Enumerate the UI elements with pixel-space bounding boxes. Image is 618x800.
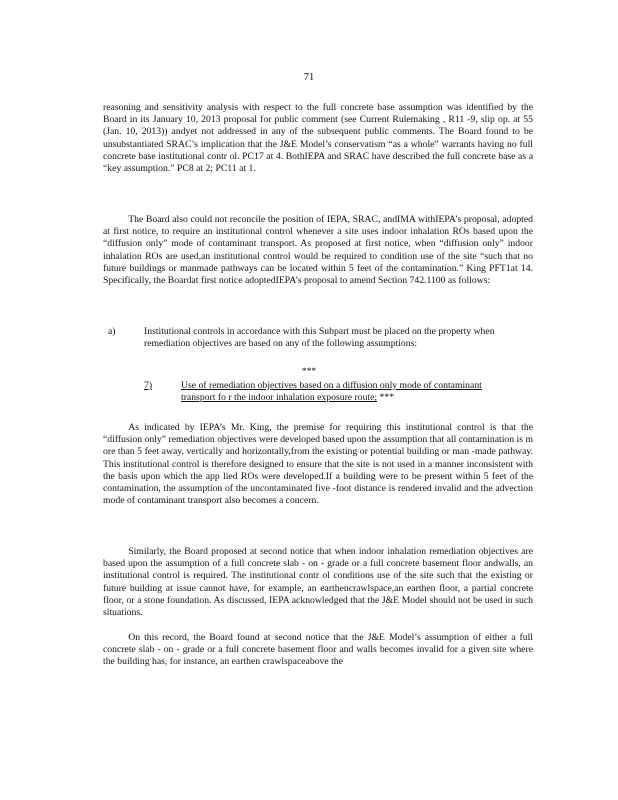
item-marker-7: 7) <box>144 380 153 391</box>
item-7-text <box>181 380 501 404</box>
paragraph-3: As indicated by IEPA’s Mr. King, the premise for requiring this institutional control is that the “diffusion only” remediation objectives were developed based upon the assumption that all contamination is m ore than 5 feet away, vertically and horizontally,from the existing or potential building or man -made pathway. This institutional control is therefore designed to ensure that the site is not used in a manner inconsistent with the basis upon which the app lied ROs were developed.If a building were to be present within 5 feet of the contamination, the assumption of the uncontaminated five -foot distance is rendered invalid and the advection mode of contaminant transport also becomes a concern. <box>103 422 533 507</box>
page-number: 71 <box>303 72 315 83</box>
subsection-marker-a: a) <box>108 326 116 337</box>
subsection-a-text: Institutional controls in accordance with this Subpart must be placed on the property when remediation objectives are based on any of the following assumptions: <box>144 326 495 350</box>
paragraph-5: On this record, the Board found at second notice that the J&E Model’s assumption of either a full concrete slab - on - grade or a full concrete basement floor and walls becomes invalid for a given site where the building has, for instance, an earthen crawlspaceabove the <box>103 632 533 668</box>
paragraph-4: Similarly, the Board proposed at second notice that when indoor inhalation remediation objectives are based upon the assumption of a full concrete slab - on - grade or a full concrete basement floor andwalls, an institutional control is required. The institutional contr ol conditions use of the site such that the existing or future building at issue cannot have, for example, an earthencrawlspace,an earthen floor, a partial concrete floor, or a stone foundation. As discussed, IEPA acknowledged that the J&E Model should not be used in such situations. <box>103 546 533 619</box>
paragraph-1: reasoning and sensitivity analysis with respect to the full concrete base assumption was identified by the Board in its January 10, 2013 proposal for public comment (see Current Rulemaking , R11 -9, slip op. at 55 (Jan. 10, 2013)) andyet not addressed in any of the subsequent public comments. The Board found to be unsubstantiated SRAC’s implication that the J&E Model’s conservatism “as a whole” warrants having no full concrete base institutional contr ol. PC17 at 4. BothIEPA and SRAC have described the full concrete base as a “key assumption.” PC8 at 2; PC11 at 1. <box>103 102 533 175</box>
paragraph-2: The Board also could not reconcile the position of IEPA, SRAC, andIMA withIEPA’s proposal, adopted at first notice, to require an institutional control whenever a site uses indoor inhalation ROs based upon the “diffusion only” mode of contaminant transport. As proposed at first notice, when “diffusion only” indoor inhalation ROs are used,an institutional control would be required to condition use of the site “such that no future buildings or manmade pathways can be located within 5 feet of the contamination.” King PFT1at 14. Specifically, the Boardat first notice adoptedIEPA’s proposal to amend Section 742.1100 as follows: <box>103 214 533 287</box>
omission-stars: *** <box>301 366 317 377</box>
item-7-underlined-text: Use of remediation objectives based on a diffusion only mode of contaminant transport fo r the indoor inhalation exposure route; <box>181 380 482 404</box>
item-7-trailing-stars: *** <box>377 392 395 404</box>
